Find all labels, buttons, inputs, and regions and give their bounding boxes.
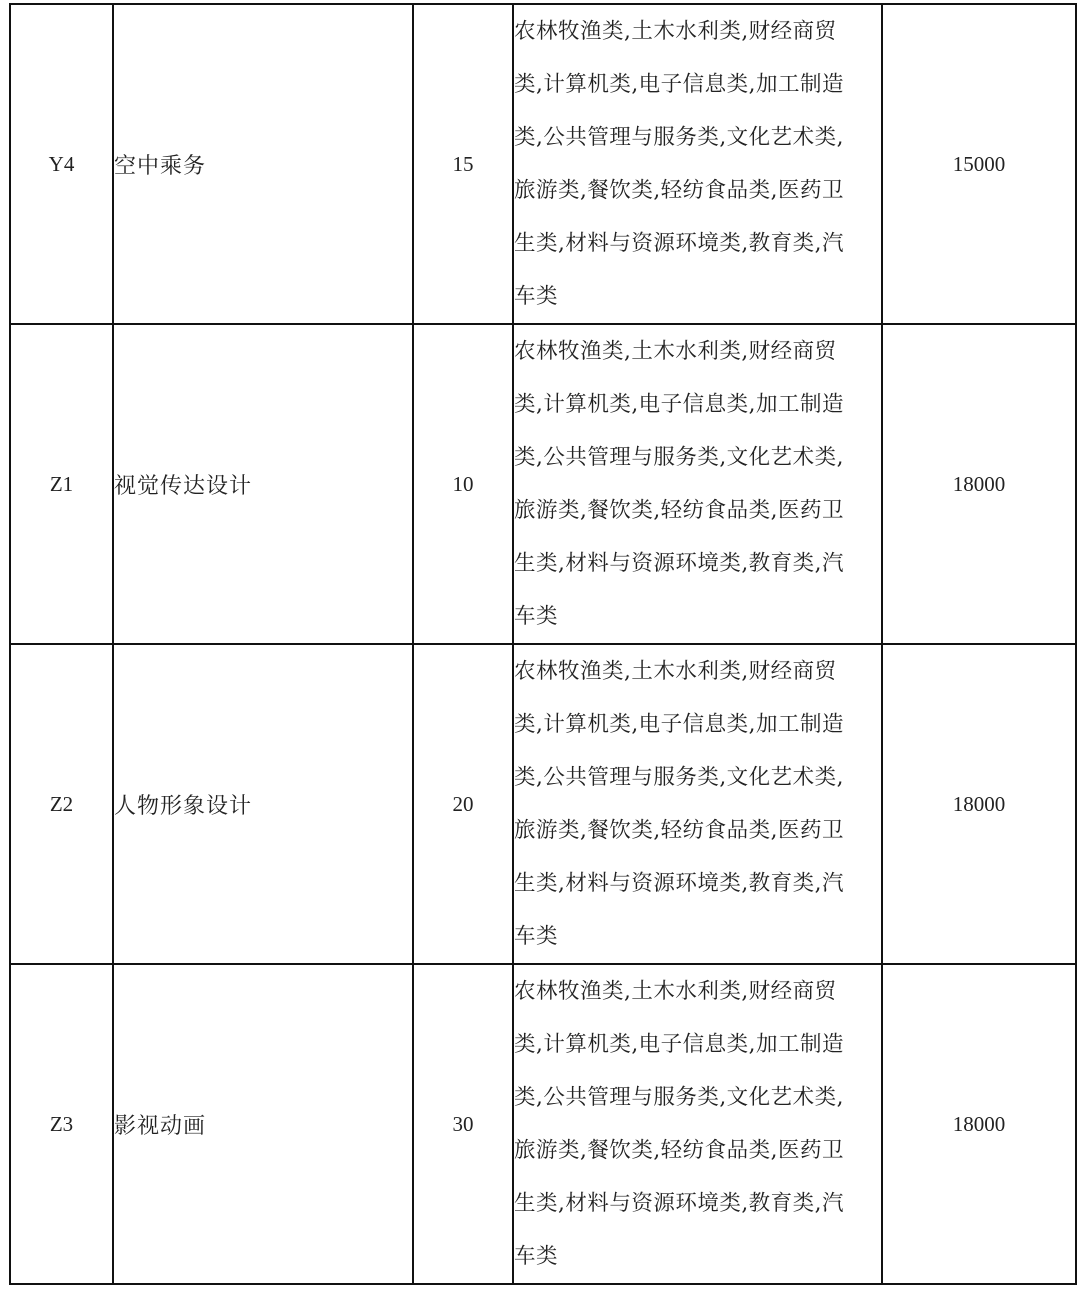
category-line: 旅游类,餐饮类,轻纺食品类,医药卫 xyxy=(514,1138,845,1163)
category-line: 农林牧渔类,土木水利类,财经商贸 xyxy=(514,339,837,364)
major-code: Z1 xyxy=(10,324,113,644)
tuition-fee: 18000 xyxy=(882,644,1076,964)
major-name: 影视动画 xyxy=(113,964,413,1284)
category-line: 车类 xyxy=(514,924,559,949)
major-code: Z3 xyxy=(10,964,113,1284)
category-line: 车类 xyxy=(514,604,559,629)
major-code: Z2 xyxy=(10,644,113,964)
eligible-categories xyxy=(513,4,882,324)
category-line: 类,公共管理与服务类,文化艺术类, xyxy=(514,765,845,790)
category-line: 旅游类,餐饮类,轻纺食品类,医药卫 xyxy=(514,178,845,203)
major-name: 视觉传达设计 xyxy=(113,324,413,644)
enrollment-quota: 10 xyxy=(413,324,513,644)
category-line: 农林牧渔类,土木水利类,财经商贸 xyxy=(514,19,837,44)
category-line: 类,计算机类,电子信息类,加工制造 xyxy=(514,72,845,97)
category-line: 旅游类,餐饮类,轻纺食品类,医药卫 xyxy=(514,498,845,523)
major-code: Y4 xyxy=(10,4,113,324)
table-row xyxy=(10,644,1076,964)
category-line: 农林牧渔类,土木水利类,财经商贸 xyxy=(514,979,837,1004)
eligible-categories xyxy=(513,964,882,1284)
enrollment-quota: 30 xyxy=(413,964,513,1284)
eligible-categories xyxy=(513,644,882,964)
eligible-categories xyxy=(513,324,882,644)
category-line: 类,计算机类,电子信息类,加工制造 xyxy=(514,1032,845,1057)
category-line: 类,公共管理与服务类,文化艺术类, xyxy=(514,445,845,470)
tuition-fee: 18000 xyxy=(882,324,1076,644)
table-row xyxy=(10,964,1076,1284)
table-row xyxy=(10,4,1076,324)
category-line: 类,计算机类,电子信息类,加工制造 xyxy=(514,712,845,737)
category-line: 类,计算机类,电子信息类,加工制造 xyxy=(514,392,845,417)
category-line: 生类,材料与资源环境类,教育类,汽 xyxy=(514,871,845,896)
major-name: 空中乘务 xyxy=(113,4,413,324)
category-line: 车类 xyxy=(514,1244,559,1269)
tuition-fee: 15000 xyxy=(882,4,1076,324)
category-line: 农林牧渔类,土木水利类,财经商贸 xyxy=(514,659,837,684)
enrollment-quota: 15 xyxy=(413,4,513,324)
enrollment-table xyxy=(9,3,1077,1285)
category-line: 车类 xyxy=(514,284,559,309)
category-line: 生类,材料与资源环境类,教育类,汽 xyxy=(514,551,845,576)
major-name: 人物形象设计 xyxy=(113,644,413,964)
category-line: 旅游类,餐饮类,轻纺食品类,医药卫 xyxy=(514,818,845,843)
enrollment-quota: 20 xyxy=(413,644,513,964)
table-row xyxy=(10,324,1076,644)
tuition-fee: 18000 xyxy=(882,964,1076,1284)
category-line: 生类,材料与资源环境类,教育类,汽 xyxy=(514,1191,845,1216)
category-line: 类,公共管理与服务类,文化艺术类, xyxy=(514,125,845,150)
category-line: 类,公共管理与服务类,文化艺术类, xyxy=(514,1085,845,1110)
category-line: 生类,材料与资源环境类,教育类,汽 xyxy=(514,231,845,256)
